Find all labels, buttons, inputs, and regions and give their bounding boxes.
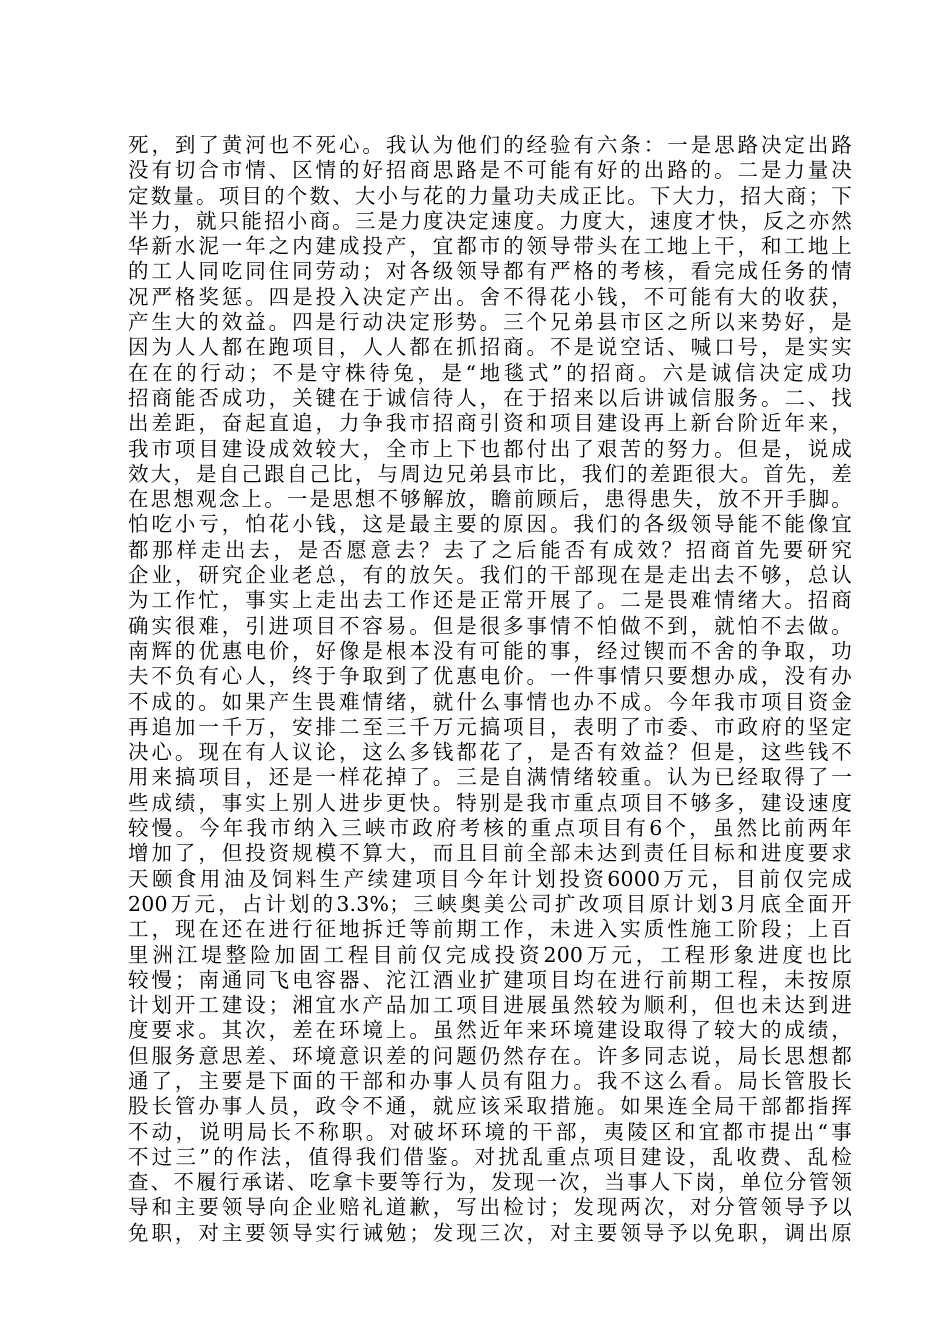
text-line: 的工人同吃同住同劳动；对各级领导都有严格的考核，看完成任务的情: [128, 259, 852, 284]
text-line: 里洲江堤整险加固工程目前仅完成投资200万元，工程形象进度也比: [128, 942, 852, 967]
text-line: 企业，研究企业老总，有的放矢。我们的干部现在是走出去不够，总认: [128, 563, 852, 588]
text-line: 南辉的优惠电价，好像是根本没有可能的事，经过锲而不舍的争取，功: [128, 638, 852, 663]
text-line: 免职，对主要领导实行诫勉；发现三次，对主要领导予以免职，调出原: [128, 1220, 852, 1245]
text-line: 况严格奖惩。四是投入决定产出。舍不得花小钱，不可能有大的收获，: [128, 284, 852, 309]
text-line: 怕吃小亏，怕花小钱，这是最主要的原因。我们的各级领导能不能像宜: [128, 512, 852, 537]
text-line: 产生大的效益。四是行动决定形势。三个兄弟县市区之所以来势好，是: [128, 310, 852, 335]
text-line: 我市项目建设成效较大，全市上下也都付出了艰苦的努力。但是，说成: [128, 436, 852, 461]
text-line: 工，现在还在进行征地拆迁等前期工作，未进入实质性施工阶段；上百: [128, 917, 852, 942]
text-line: 效大，是自己跟自己比，与周边兄弟县市比，我们的差距很大。首先，差: [128, 461, 852, 486]
text-line: 在在的行动；不是守株待兔，是“地毯式”的招商。六是诚信决定成功: [128, 360, 852, 385]
text-line: 出差距，奋起直追，力争我市招商引资和项目建设再上新台阶近年来，: [128, 411, 852, 436]
text-line: 再追加一千万，安排二至三千万元搞项目，表明了市委、市政府的坚定: [128, 714, 852, 739]
text-line: 用来搞项目，还是一样花掉了。三是自满情绪较重。认为已经取得了一: [128, 765, 852, 790]
text-line: 但服务意思差、环境意识差的问题仍然存在。许多同志说，局长思想都: [128, 1043, 852, 1068]
text-line: 度要求。其次，差在环境上。虽然近年来环境建设取得了较大的成绩，: [128, 1018, 852, 1043]
text-line: 不成的。如果产生畏难情绪，就什么事情也办不成。今年我市项目资金: [128, 689, 852, 714]
text-line: 半力，就只能招小商。三是力度决定速度。力度大，速度才快，反之亦然: [128, 208, 852, 233]
text-line: 较慢。今年我市纳入三峡市政府考核的重点项目有6个，虽然比前两年: [128, 816, 852, 841]
text-line: 华新水泥一年之内建成投产，宜都市的领导带头在工地上干，和工地上: [128, 234, 852, 259]
text-line: 股长管办事人员，政令不通，就应该采取措施。如果连全局干部都指挥: [128, 1094, 852, 1119]
body-text: [128, 133, 852, 1246]
text-line: 通了，主要是下面的干部和办事人员有阻力。我不这么看。局长管股长: [128, 1068, 852, 1093]
text-line: 因为人人都在跑项目，人人都在抓招商。不是说空话、喊口号，是实实: [128, 335, 852, 360]
text-line: 在思想观念上。一是思想不够解放，瞻前顾后，患得患失，放不开手脚。: [128, 487, 852, 512]
text-line: 查、不履行承诺、吃拿卡要等行为，发现一次，当事人下岗，单位分管领: [128, 1170, 852, 1195]
text-line: 200万元，占计划的3.3%；三峡奥美公司扩改项目原计划3月底全面开: [128, 891, 852, 916]
text-line: 招商能否成功，关键在于诚信待人，在于招来以后讲诚信服务。二、找: [128, 385, 852, 410]
text-line: 定数量。项目的个数、大小与花的力量功夫成正比。下大力，招大商；下: [128, 183, 852, 208]
text-line: 不过三”的作法，值得我们借鉴。对扰乱重点项目建设，乱收费、乱检: [128, 1144, 852, 1169]
text-line: 不动，说明局长不称职。对破坏环境的干部，夷陵区和宜都市提出“事: [128, 1119, 852, 1144]
text-line: 没有切合市情、区情的好招商思路是不可能有好的出路的。二是力量决: [128, 158, 852, 183]
text-line: 都那样走出去，是否愿意去？去了之后能否有成效？招商首先要研究: [128, 537, 852, 562]
text-line: 夫不负有心人，终于争取到了优惠电价。一件事情只要想办成，没有办: [128, 664, 852, 689]
text-line: 导和主要领导向企业赔礼道歉，写出检讨；发现两次，对分管领导予以: [128, 1195, 852, 1220]
text-line: 较慢；南通同飞电容器、沱江酒业扩建项目均在进行前期工程，未按原: [128, 967, 852, 992]
text-line: 决心。现在有人议论，这么多钱都花了，是否有效益？但是，这些钱不: [128, 740, 852, 765]
text-line: 确实很难，引进项目不容易。但是很多事情不怕做不到，就怕不去做。: [128, 613, 852, 638]
text-line: 为工作忙，事实上走出去工作还是正常开展了。二是畏难情绪大。招商: [128, 588, 852, 613]
text-line: 增加了，但投资规模不算大，而且目前全部未达到责任目标和进度要求: [128, 841, 852, 866]
text-line: 天颐食用油及饲料生产续建项目今年计划投资6000万元，目前仅完成: [128, 866, 852, 891]
text-line: 些成绩，事实上别人进步更快。特别是我市重点项目不够多，建设速度: [128, 790, 852, 815]
text-line: 计划开工建设；湘宜水产品加工项目进展虽然较为顺利，但也未达到进: [128, 993, 852, 1018]
text-line: 死，到了黄河也不死心。我认为他们的经验有六条：一是思路决定出路: [128, 133, 852, 157]
